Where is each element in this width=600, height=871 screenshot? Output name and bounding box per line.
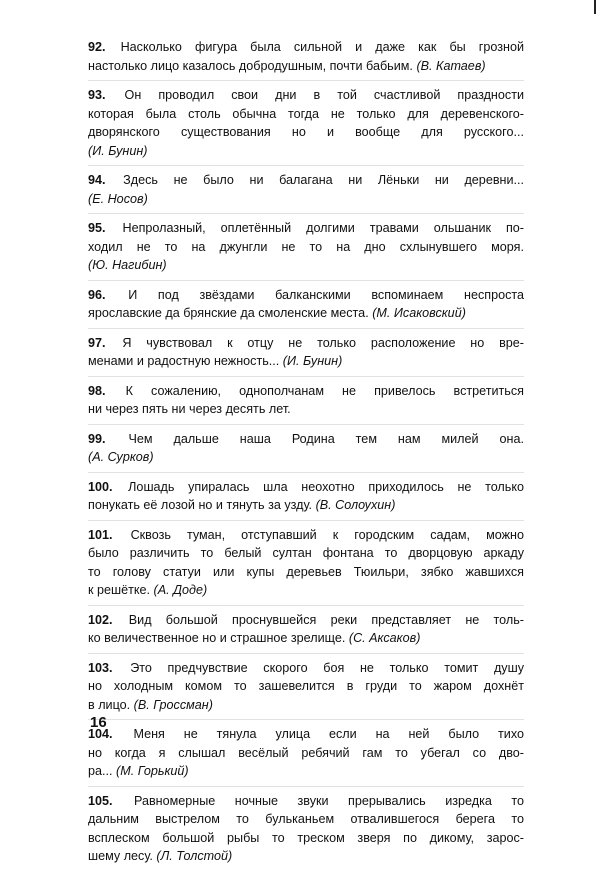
author-attribution: (А. Сурков) bbox=[88, 450, 154, 464]
sentence-text: Чем дальше наша Родина тем нам милей она. bbox=[128, 431, 524, 446]
exercise-number: 95. bbox=[88, 221, 106, 235]
sentence-text: всплеском большой рыбы то треском зверя по дикому, зарос- bbox=[88, 830, 524, 845]
sentence-line bbox=[88, 847, 524, 866]
sentence-line bbox=[88, 57, 524, 76]
sentence-text: И под звёздами балканскими вспоминаем неспроста bbox=[128, 287, 524, 302]
sentence-line bbox=[88, 190, 524, 209]
sentence-line bbox=[88, 38, 524, 57]
exercise-number: 102. bbox=[88, 612, 113, 627]
sentence-text: ярославские да брянские да смоленские места. bbox=[88, 306, 369, 320]
exercise-number: 94. bbox=[88, 173, 106, 187]
sentence-text: к решётке. bbox=[88, 583, 151, 597]
author-attribution: (И. Бунин) bbox=[282, 354, 343, 368]
author-attribution: (А. Доде) bbox=[153, 583, 208, 597]
sentence-text: Меня не тянула улица если на ней было тихо bbox=[133, 727, 524, 741]
exercise-item bbox=[88, 720, 524, 787]
exercise-item bbox=[88, 166, 524, 214]
sentence-line bbox=[88, 629, 524, 648]
sentence-text: но когда я слышал весёлый ребячий гам то убегал со дво- bbox=[88, 745, 524, 760]
exercise-item bbox=[88, 214, 524, 281]
sentence-line bbox=[88, 810, 524, 829]
sentence-text: шему лесу. bbox=[88, 849, 153, 863]
sentence-line bbox=[88, 725, 524, 744]
exercise-item bbox=[88, 425, 524, 473]
exercise-number: 99. bbox=[88, 431, 106, 446]
sentence-line bbox=[88, 744, 524, 763]
author-attribution: (В. Гроссман) bbox=[133, 697, 213, 712]
exercise-number: 103. bbox=[88, 660, 113, 675]
sentence-text: Вид большой проснувшейся реки представляет не толь- bbox=[128, 612, 524, 627]
exercise-item bbox=[88, 81, 524, 166]
sentence-line bbox=[88, 496, 524, 515]
sentence-line bbox=[88, 829, 524, 848]
exercise-item bbox=[88, 377, 524, 425]
exercise-item bbox=[88, 33, 524, 81]
sentence-text: Это предчувствие скорого боя не только томит душу bbox=[130, 660, 524, 675]
sentence-line bbox=[88, 544, 524, 563]
exercise-item bbox=[88, 281, 524, 329]
sentence-text: понукать её лозой но и тянуть за узду. bbox=[88, 498, 313, 512]
sentence-line bbox=[88, 219, 524, 238]
exercise-number: 92. bbox=[88, 40, 106, 54]
sentence-text: Я чувствовал к отцу не только расположение но вре- bbox=[122, 335, 524, 350]
author-attribution: (Е. Носов) bbox=[88, 191, 148, 206]
sentence-text: Здесь не было ни балагана ни Лёньки ни деревни... bbox=[123, 173, 524, 187]
exercise-number: 97. bbox=[88, 335, 106, 350]
page-edge-mark bbox=[594, 0, 596, 14]
sentence-line bbox=[88, 352, 524, 371]
sentence-line bbox=[88, 430, 524, 449]
sentence-line bbox=[88, 659, 524, 678]
sentence-text: было различить то белый султан фонтана то дворцовую аркаду bbox=[88, 546, 524, 560]
exercise-item bbox=[88, 654, 524, 721]
sentence-line bbox=[88, 792, 524, 811]
sentence-text: но холодным комом то зашевелится в груди то жаром дохнёт bbox=[88, 679, 524, 693]
author-attribution: (В. Катаев) bbox=[416, 58, 486, 73]
page-number: 16 bbox=[90, 714, 107, 731]
sentence-line bbox=[88, 304, 524, 323]
sentence-text: в лицо. bbox=[88, 697, 131, 712]
author-attribution: (Л. Толстой) bbox=[156, 849, 233, 863]
sentence-text: дальним выстрелом то бульканьем отвалившегося берега то bbox=[88, 812, 524, 826]
sentence-line bbox=[88, 478, 524, 497]
author-attribution: (И. Бунин) bbox=[88, 143, 148, 158]
sentence-line bbox=[88, 286, 524, 305]
sentence-text: дворянского существования но и вообще для русского... bbox=[88, 125, 524, 139]
exercise-item bbox=[88, 606, 524, 654]
sentence-line bbox=[88, 382, 524, 401]
sentence-line bbox=[88, 563, 524, 582]
sentence-line bbox=[88, 448, 524, 467]
sentence-line bbox=[88, 256, 524, 275]
exercise-number: 105. bbox=[88, 793, 113, 808]
exercise-number: 93. bbox=[88, 88, 106, 102]
author-attribution: (Ю. Нагибин) bbox=[88, 258, 167, 272]
exercise-item bbox=[88, 521, 524, 606]
author-attribution: (С. Аксаков) bbox=[348, 631, 421, 645]
sentence-text: Лошадь упиралась шла неохотно приходилось не только bbox=[128, 479, 524, 494]
sentence-line bbox=[88, 526, 524, 545]
exercise-number: 100. bbox=[88, 479, 113, 494]
sentence-text: ра... bbox=[88, 764, 113, 778]
sentence-text: Непролазный, оплетённый долгими травами ольшаник по- bbox=[122, 221, 524, 235]
author-attribution: (В. Солоухин) bbox=[315, 498, 396, 512]
exercise-list bbox=[88, 33, 524, 871]
sentence-text: менами и радостную нежность... bbox=[88, 354, 280, 368]
exercise-number: 98. bbox=[88, 383, 106, 398]
sentence-line bbox=[88, 123, 524, 142]
sentence-text: Насколько фигура была сильной и даже как бы грозной bbox=[120, 40, 524, 54]
sentence-text: которая была столь обычна тогда не только для деревенского- bbox=[88, 106, 524, 121]
sentence-text: ни через пять ни через десять лет. bbox=[88, 402, 291, 416]
sentence-line bbox=[88, 142, 524, 161]
sentence-line bbox=[88, 171, 524, 190]
exercise-item bbox=[88, 329, 524, 377]
exercise-number: 101. bbox=[88, 527, 113, 542]
exercise-number: 96. bbox=[88, 287, 106, 302]
sentence-line bbox=[88, 105, 524, 124]
sentence-line bbox=[88, 400, 524, 419]
sentence-line bbox=[88, 238, 524, 257]
sentence-line bbox=[88, 611, 524, 630]
sentence-text: Равномерные ночные звуки прерывались изредка то bbox=[134, 793, 524, 808]
sentence-text: ходил не то на джунгли не то на дно схлынувшего моря. bbox=[88, 239, 524, 254]
sentence-text: то голову статуи или купы деревьев Тюильри, зябко жавшихся bbox=[88, 564, 524, 579]
exercise-item bbox=[88, 787, 524, 871]
author-attribution: (М. Горький) bbox=[116, 764, 189, 778]
exercise-number: 104. bbox=[88, 727, 113, 741]
sentence-text: настолько лицо казалось добродушным, почти бабьим. bbox=[88, 58, 413, 73]
sentence-text: ко величественное но и страшное зрелище. bbox=[88, 631, 346, 645]
sentence-line bbox=[88, 86, 524, 105]
sentence-text: Он проводил свои дни в той счастливой праздности bbox=[124, 88, 524, 102]
sentence-line bbox=[88, 696, 524, 715]
sentence-text: Сквозь туман, отступавший к городским садам, можно bbox=[130, 527, 524, 542]
sentence-line bbox=[88, 677, 524, 696]
sentence-line bbox=[88, 581, 524, 600]
sentence-text: К сожалению, однополчанам не привелось встретиться bbox=[125, 383, 524, 398]
exercise-item bbox=[88, 473, 524, 521]
author-attribution: (М. Исаковский) bbox=[372, 306, 466, 320]
sentence-line bbox=[88, 762, 524, 781]
sentence-line bbox=[88, 334, 524, 353]
